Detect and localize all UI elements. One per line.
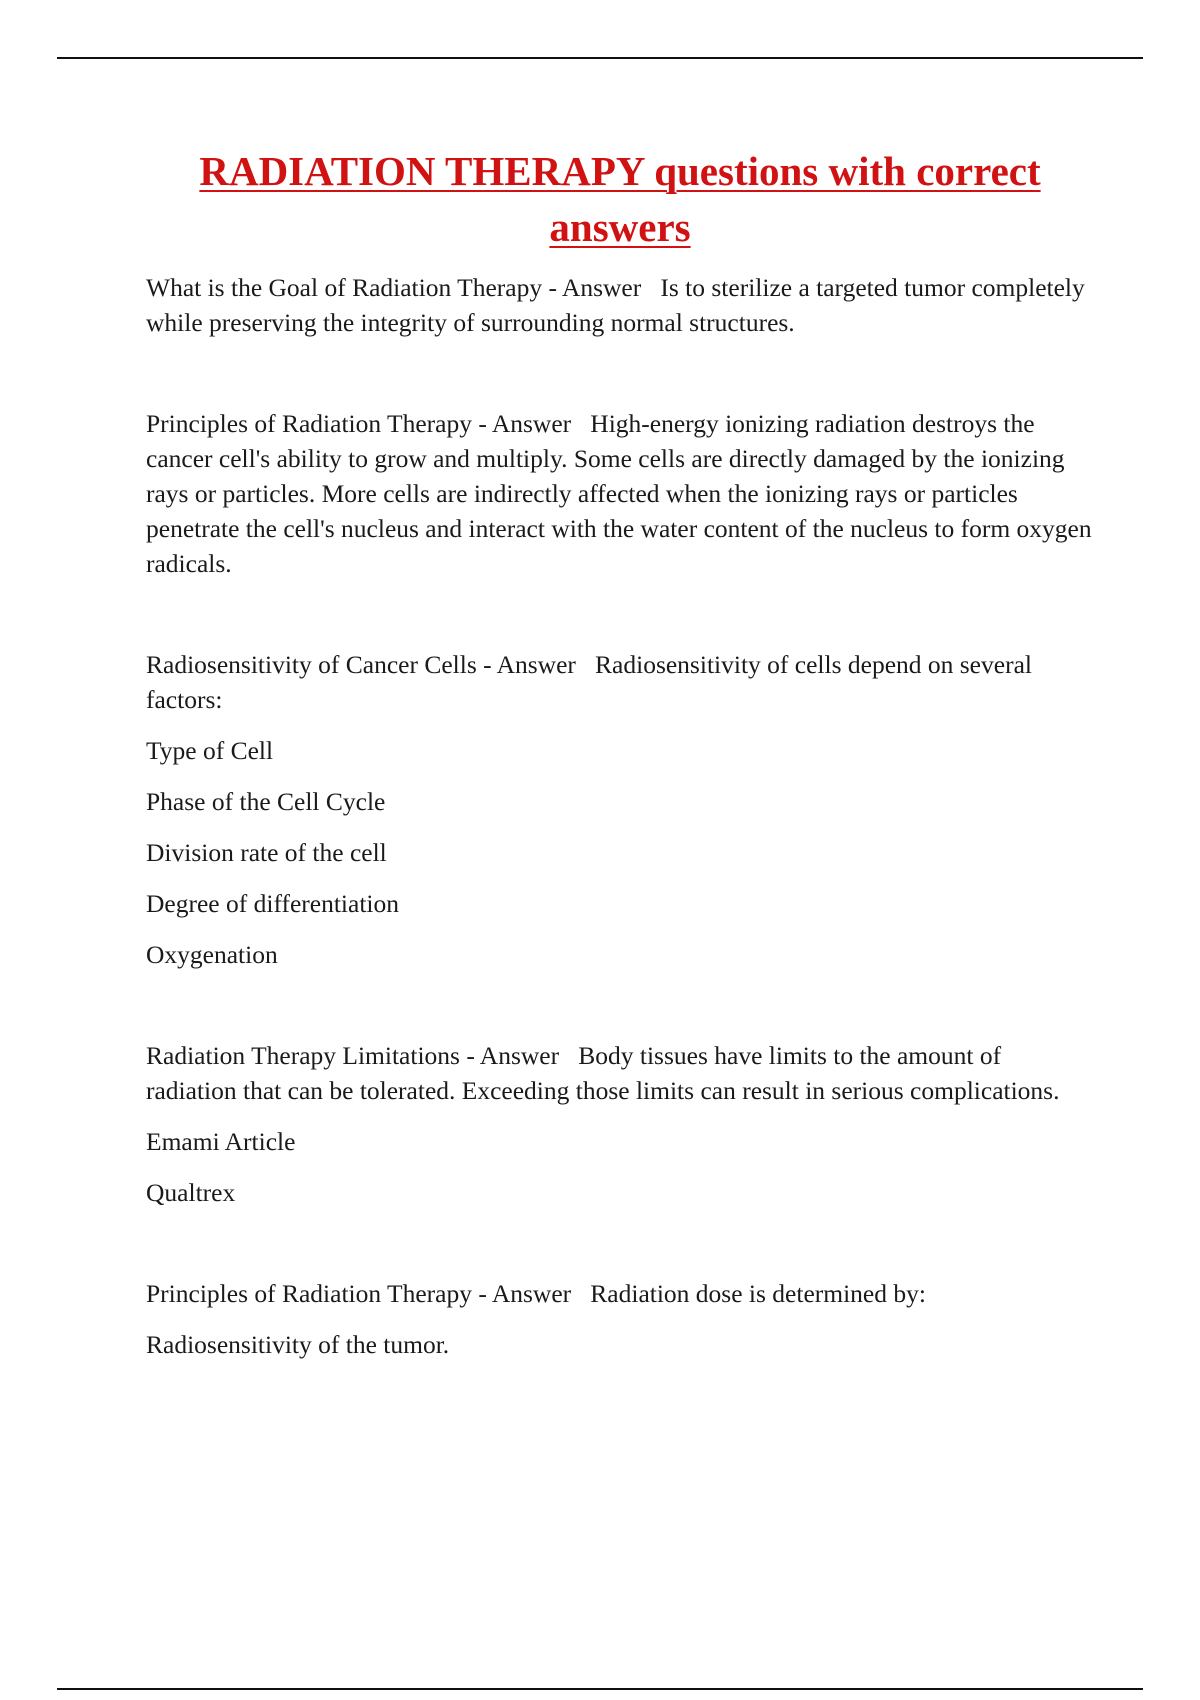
- reference-item: Emami Article: [146, 1127, 296, 1156]
- answer-text: Radiosensitivity of cells depend on several factors:: [146, 650, 1032, 714]
- answer-separator: - Answer: [459, 1041, 579, 1070]
- factor-item: Division rate of the cell: [146, 838, 387, 867]
- qa-paragraph: [146, 406, 1096, 581]
- reference-item: Qualtrex: [146, 1178, 236, 1207]
- qa-entry: [146, 406, 1096, 581]
- qa-paragraph: [146, 1038, 1096, 1108]
- qa-entry: [146, 1038, 1096, 1210]
- question-text: What is the Goal of Radiation Therapy: [146, 273, 543, 302]
- qa-entry: [146, 270, 1096, 340]
- question-text: Principles of Radiation Therapy: [146, 409, 472, 438]
- factor-item: Degree of differentiation: [146, 889, 399, 918]
- document-title: RADIATION THERAPY questions with correct answers: [199, 148, 1041, 250]
- question-text: Radiation Therapy Limitations: [146, 1041, 460, 1070]
- factor-item: Oxygenation: [146, 940, 278, 969]
- footer-rule: [57, 1688, 1143, 1690]
- qa-paragraph: [146, 647, 1096, 717]
- answer-text: High-energy ionizing radiation destroys the cancer cell's ability to grow and multiply. Some cells are directly damaged by the ionizing rays or particles. More cells are indirectly affected when the ionizing rays or particles penetrate the cell's nucleus and interact with the water content of the nucleus to form oxygen radicals.: [146, 409, 1092, 578]
- answer-separator: - Answer: [476, 650, 596, 679]
- answer-separator: - Answer: [472, 1279, 591, 1308]
- factor-item: Phase of the Cell Cycle: [146, 787, 386, 816]
- answer-text: Is to sterilize a targeted tumor completely while preserving the integrity of surrounding normal structures.: [146, 273, 1085, 337]
- answer-separator: - Answer: [542, 273, 661, 302]
- answer-text: Radiation dose is determined by:: [590, 1279, 926, 1308]
- question-text: Principles of Radiation Therapy: [146, 1279, 472, 1308]
- qa-content: [146, 270, 1096, 1428]
- qa-entry: [146, 1276, 1096, 1362]
- dose-factor-item: Radiosensitivity of the tumor.: [146, 1330, 450, 1359]
- qa-paragraph: [146, 1276, 1096, 1311]
- header-rule: [57, 57, 1143, 59]
- qa-paragraph: [146, 270, 1096, 340]
- question-text: Radiosensitivity of Cancer Cells: [146, 650, 477, 679]
- qa-entry: [146, 647, 1096, 972]
- answer-text: Body tissues have limits to the amount of radiation that can be tolerated. Exceeding those limits can result in serious complications.: [146, 1041, 1060, 1105]
- factor-item: Type of Cell: [146, 736, 274, 765]
- answer-separator: - Answer: [472, 409, 591, 438]
